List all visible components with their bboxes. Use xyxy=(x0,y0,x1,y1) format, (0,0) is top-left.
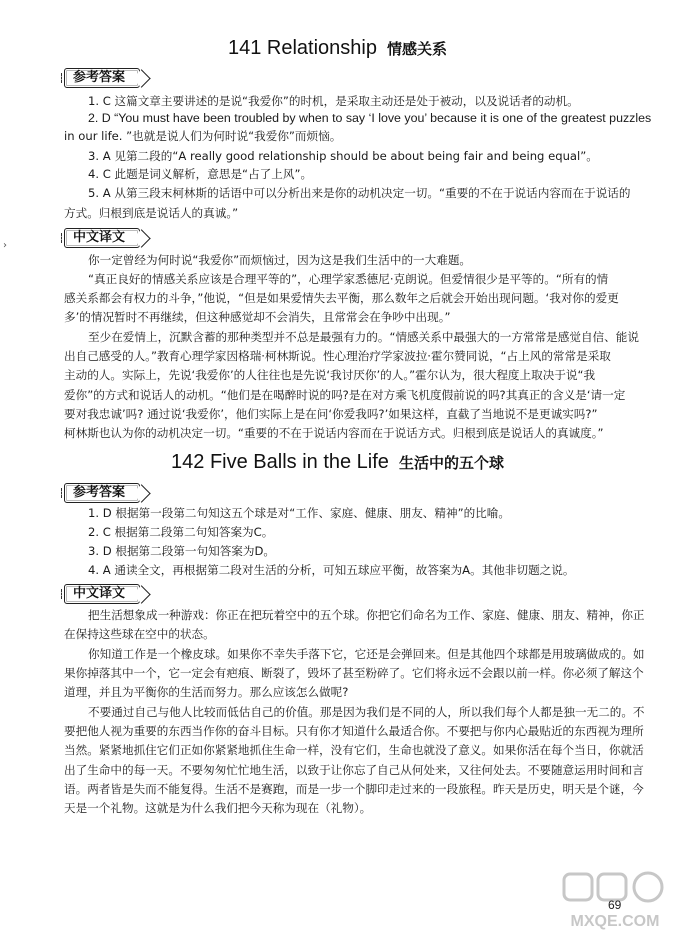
answer-141-4: 4. C 此题是词义解析，意思是“占了上风”。 xyxy=(88,167,313,181)
watermark-shape xyxy=(564,874,592,900)
translation-141-line: 主动的人。实际上，先说‘我爱你’的人往往也是先说‘我讨厌你’的人。”霍尔认为，很大程度上取决于说“我 xyxy=(64,368,596,382)
answer-141-3: 3. A 见第二段的“A really good relationship should be about being fair and being equal”。 xyxy=(88,149,598,163)
answer-142-3: 3. D 根据第二段第一句知答案为D。 xyxy=(88,544,276,558)
translation-141-line: 多’的情况暂时不再继续，但这种感觉却不会消失，且常常会在争吵中出现。” xyxy=(64,310,451,324)
section-142-title-cn: 生活中的五个球 xyxy=(398,454,504,472)
translation-141-line: 要对我忠诚’吗? 通过说‘我爱你’，他们实际上是在问‘你爱我吗?’如果这样，直截了当地说不是更诚实吗?” xyxy=(64,407,598,421)
watermark-text: MXQE.COM xyxy=(570,913,660,930)
answer-141-5-cont: 方式。归根到底是说话人的真诚。” xyxy=(64,206,239,220)
translation-142-line: 不要通过自己与他人比较而低估自己的价值。那是因为我们是不同的人，所以我们每个人都是独一无二的。不 xyxy=(88,705,645,719)
watermark-shape xyxy=(598,874,626,900)
translation-141-line: 感关系都会有权力的斗争，”他说，“但是如果爱情失去平衡，那么数年之后就会开始出现问题。‘我对你的爱更 xyxy=(64,291,619,305)
translation-141-line: 出自己感受的人。”教育心理学家因格瑞·柯林斯说。性心理治疗学家波拉·霍尔赞同说，“占上风的常常是采取 xyxy=(64,349,611,363)
section-141-title-cn: 情感关系 xyxy=(386,40,447,58)
translation-142-line: 当然。紧紧地抓住它们正如你紧紧地抓住生命一样，没有它们，生命也就没了意义。如果你活在每个当日，你就活 xyxy=(64,743,644,757)
translation-142-line: 语。两者皆是失而不能复得。生活不是赛跑，而是一步一个脚印走过来的一段旅程。昨天是历史，明天是个谜，今 xyxy=(64,782,644,796)
translation-141-line: “真正良好的情感关系应该是合理平等的”，心理学家悉德尼·克朗说。但爱情很少是平等的。“所有的情 xyxy=(88,272,609,286)
translation-142-line: 在保持这些球在空中的状态。 xyxy=(64,627,215,641)
section-142-title xyxy=(0,450,675,475)
answer-key-badge-141: 参考答案 xyxy=(64,68,140,88)
translation-141-line: 你一定曾经为何时说“我爱你”而烦恼过，因为这是我们生活中的一大难题。 xyxy=(88,253,472,267)
answer-142-1: 1. D 根据第一段第二句知这五个球是对“工作、家庭、健康、朋友、精神”的比喻。 xyxy=(88,506,510,520)
translation-142-line: 要把他人视为重要的东西当作你的奋斗目标。只有你才知道什么最适合你。不要把与你内心最贴近的东西视为理所 xyxy=(64,724,644,738)
section-141-title-en: 141 Relationship xyxy=(227,37,377,59)
watermark-shape xyxy=(634,873,662,901)
translation-141-line: 爱你”的方式和说话人的动机。“他们是在喝醉时说的吗?是在对方乘飞机度假前说的吗?其真正的含义是‘请一定 xyxy=(64,388,626,402)
translation-142-line: 出了生命中的每一天。不要匆匆忙忙地生活，以致于让你忘了自己从何处来，又往何处去。不要随意运用时间和言 xyxy=(64,763,644,777)
answer-142-2: 2. C 根据第二段第二句知答案为C。 xyxy=(88,525,274,539)
answer-141-1: 1. C 这篇文章主要讲述的是说“我爱你”的时机，是采取主动还是处于被动，以及说话者的动机。 xyxy=(88,94,579,108)
translation-142-line: 道理，并且为平衡你的生活而努力。那么应该怎么做呢? xyxy=(64,685,349,699)
translation-142-line: 你知道工作是一个橡皮球。如果你不幸失手落下它，它还是会弹回来。但是其他四个球都是用玻璃做成的。如 xyxy=(88,647,645,661)
translation-badge-142: 中文译文 xyxy=(64,584,140,604)
translation-142-line: 果你掉落其中一个，它一定会有疤痕、断裂了，毁坏了甚至粉碎了。它们将永远不会跟以前一样。你必须了解这个 xyxy=(64,666,644,680)
answer-141-2-cont: in our life. ”也就是说人们为何时说“我爱你”而烦恼。 xyxy=(64,129,342,143)
translation-142-line: 天是一个礼物。这就是为什么我们把今天称为现在（礼物）。 xyxy=(64,801,372,815)
answer-141-2: 2. D “You must have been troubled by when to say ‘I love you’ because it is one of the greatest puzzles xyxy=(88,111,652,125)
translation-badge-141: 中文译文 xyxy=(64,228,140,248)
margin-mark: › xyxy=(3,240,7,251)
answer-142-4: 4. A 通读全文，再根据第二段对生活的分析，可知五球应平衡，故答案为A。其他非切题之说。 xyxy=(88,563,575,577)
section-141-title xyxy=(0,36,675,61)
translation-141-line: 柯林斯也认为你的动机决定一切。“重要的不在于说话内容而在于说话方式。归根到底是说话人的真诚度。” xyxy=(64,426,604,440)
answer-key-badge-142: 参考答案 xyxy=(64,483,140,503)
translation-141-line: 至少在爱情上，沉默含蓄的那种类型并不总是最强有力的。“情感关系中最强大的一方常常是感觉自信、能说 xyxy=(88,330,639,344)
section-142-title-en: 142 Five Balls in the Life xyxy=(171,451,389,473)
page-number: 69 xyxy=(608,898,622,912)
translation-142-line: 把生活想象成一种游戏：你正在把玩着空中的五个球。你把它们命名为工作、家庭、健康、朋友、精神，你正 xyxy=(88,608,645,622)
answer-141-5: 5. A 从第三段末柯林斯的话语中可以分析出来是你的动机决定一切。“重要的不在于说话内容而在于说话的 xyxy=(88,186,631,200)
